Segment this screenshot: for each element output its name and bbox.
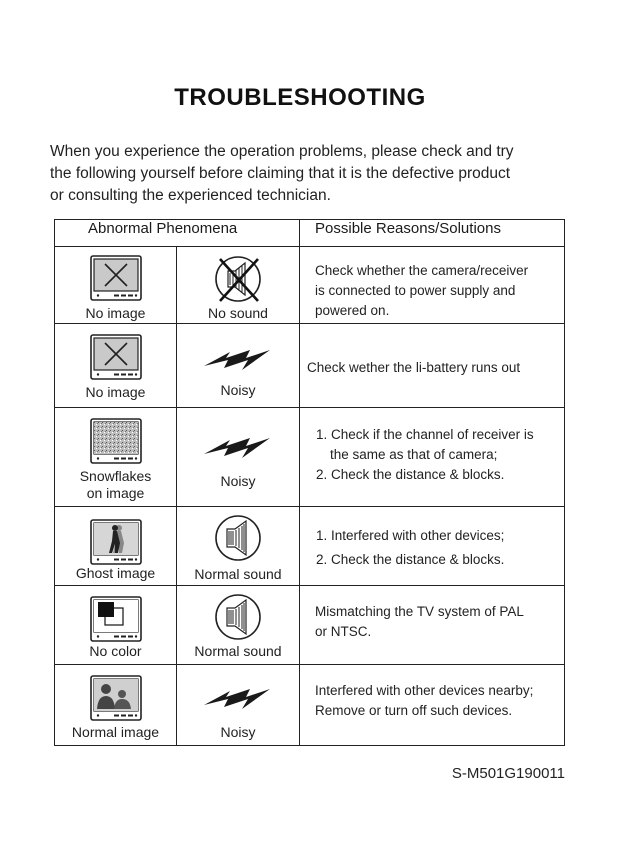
intro-line: When you experience the operation problems, please check and try (50, 143, 514, 160)
solution-cell (300, 247, 565, 324)
table-row (55, 586, 565, 665)
sound-cell (177, 507, 300, 586)
solution-line: Remove or turn off such devices. (315, 703, 513, 718)
sound-label: Noisy (220, 382, 256, 398)
tv-ghost-image-icon (90, 519, 142, 565)
image-cell (55, 586, 177, 665)
image-label-line: on image (86, 485, 145, 501)
solution-line: is connected to power supply and (315, 283, 516, 298)
table-row (55, 247, 565, 324)
sound-label: No sound (208, 305, 268, 321)
solution-cell (300, 408, 565, 507)
tv-snowflakes-icon (90, 418, 142, 464)
tv-no-color-icon (90, 596, 142, 642)
intro-line: the following yourself before claiming that it is the defective product (50, 165, 511, 182)
tv-no-image-icon (90, 334, 142, 380)
solution-line: 1. Interfered with other devices; (316, 528, 505, 543)
page-title: TROUBLESHOOTING (174, 84, 426, 111)
sound-label: Normal sound (194, 566, 282, 582)
solution-cell (300, 665, 565, 746)
no-sound-icon (213, 255, 263, 305)
intro-line: or consulting the experienced technician. (50, 187, 331, 204)
image-label: No image (85, 384, 146, 400)
solution-line: Interfered with other devices nearby; (315, 683, 534, 698)
solution-line: Check wether the li-battery runs out (307, 360, 521, 375)
table-row (55, 507, 565, 586)
intro-paragraph (50, 141, 580, 207)
tv-no-image-icon (90, 255, 142, 301)
solution-line: 1. Check if the channel of receiver is (316, 427, 534, 442)
solution-line: the same as that of camera; (330, 447, 498, 462)
sound-cell (177, 324, 300, 408)
tv-normal-image-icon (90, 675, 142, 721)
image-cell (55, 247, 177, 324)
image-label: No color (89, 643, 142, 659)
sound-label: Noisy (220, 473, 256, 489)
sound-label: Normal sound (194, 643, 282, 659)
model-code: S-M501G190011 (451, 765, 565, 782)
sound-label: Noisy (220, 724, 256, 740)
header-solutions: Possible Reasons/Solutions (300, 220, 565, 247)
speaker-normal-icon (215, 594, 261, 640)
noisy-lightning-icon (202, 683, 274, 715)
solution-cell (300, 507, 565, 586)
sound-cell (177, 586, 300, 665)
solution-cell (300, 324, 565, 408)
solution-line: 2. Check the distance & blocks. (316, 467, 505, 482)
image-label (55, 468, 176, 502)
image-cell (55, 507, 177, 586)
sound-cell (177, 247, 300, 324)
noisy-lightning-icon (202, 432, 274, 464)
image-label: Ghost image (75, 565, 156, 581)
sound-cell (177, 408, 300, 507)
header-phenomena: Abnormal Phenomena (55, 220, 300, 247)
image-label: Normal image (71, 724, 160, 740)
image-label: No image (85, 305, 146, 321)
image-cell (55, 324, 177, 408)
table-row (55, 324, 565, 408)
image-cell (55, 408, 177, 507)
speaker-normal-icon (215, 515, 261, 561)
solution-line: Check whether the camera/receiver (315, 263, 529, 278)
solution-line: Mismatching the TV system of PAL (315, 604, 524, 619)
image-cell (55, 665, 177, 746)
table-header-row (55, 220, 565, 247)
image-label-line: Snowflakes (79, 468, 152, 484)
table-row (55, 408, 565, 507)
noisy-lightning-icon (202, 344, 274, 376)
table-row (55, 665, 565, 746)
solution-cell (300, 586, 565, 665)
troubleshooting-table (54, 219, 565, 746)
solution-line: powered on. (315, 303, 390, 318)
sound-cell (177, 665, 300, 746)
solution-line: or NTSC. (315, 624, 372, 639)
solution-line: 2. Check the distance & blocks. (316, 552, 505, 567)
